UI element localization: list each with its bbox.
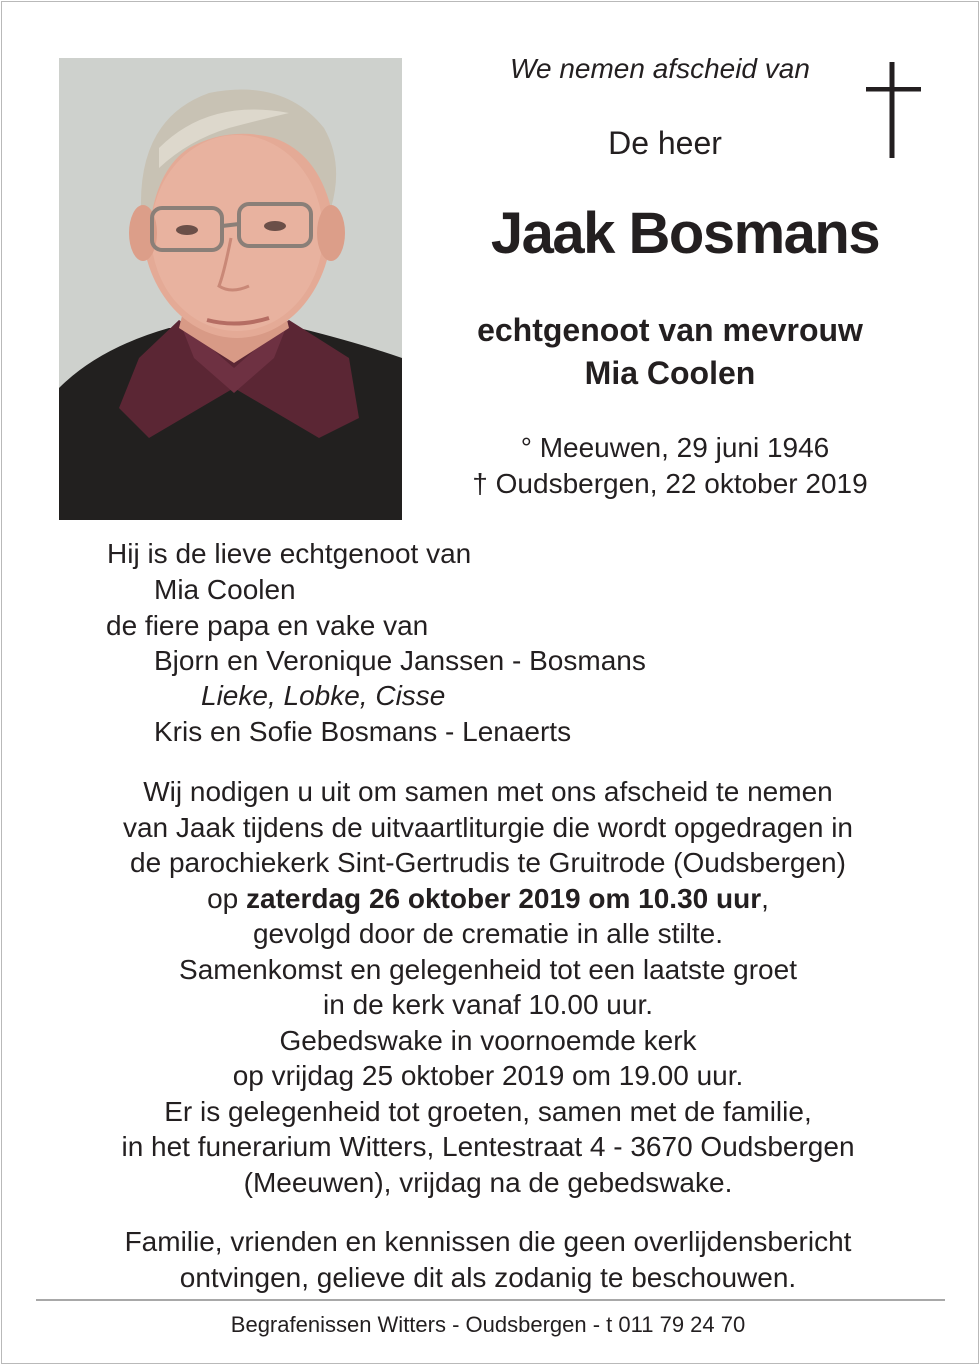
ceremony-line: van Jaak tijdens de uitvaartliturgie die wordt opgedragen in	[122, 811, 853, 843]
ceremony-line: in het funerarium Witters, Lentestraat 4 - 3670 Oudsbergen	[121, 1131, 855, 1162]
ceremony-line: Gebedswake in voornoemde kerk	[279, 1024, 697, 1056]
ceremony-date-line: op zaterdag 26 oktober 2019 om 10.30 uur,	[207, 882, 769, 914]
family-line-3: de fiere papa en vake van	[106, 610, 429, 641]
family-line-4: Bjorn en Veronique Janssen - Bosmans	[154, 645, 646, 676]
intro-text: We nemen afscheid van	[510, 53, 810, 84]
ceremony-line: op vrijdag 25 oktober 2019 om 19.00 uur.	[232, 1060, 744, 1091]
ceremony-line: de parochiekerk Sint-Gertrudis te Gruitrode (Oudsbergen)	[130, 847, 846, 878]
ceremony-text	[40, 774, 936, 1200]
cross-icon	[862, 62, 922, 160]
portrait-photo	[59, 58, 402, 520]
grandchildren: Lieke, Lobke, Cisse	[201, 680, 446, 711]
ceremony-line: in de kerk vanaf 10.00 uur.	[323, 989, 653, 1020]
birth-info: ° Meeuwen, 29 juni 1946	[520, 432, 830, 463]
ceremony-line: Wij nodigen u uit om samen met ons afscheid te nemen	[143, 776, 833, 807]
closing-line: ontvingen, gelieve dit als zodanig te beschouwen.	[179, 1261, 797, 1293]
ceremony-line: Samenkomst en gelegenheid tot een laatste groet	[179, 953, 797, 985]
spouse-name: Mia Coolen	[584, 355, 756, 391]
family-line-2: Mia Coolen	[154, 574, 296, 605]
ceremony-line: gevolgd door de crematie in alle stilte.	[252, 918, 724, 949]
ceremony-line: (Meeuwen), vrijdag na de gebedswake.	[243, 1166, 733, 1198]
deceased-name: Jaak Bosmans	[490, 201, 880, 266]
ceremony-date: zaterdag 26 oktober 2019 om 10.30 uur	[246, 882, 762, 914]
closing-line: Familie, vrienden en kennissen die geen overlijdensbericht	[124, 1226, 852, 1257]
footer-divider	[36, 1299, 945, 1301]
closing-text	[40, 1224, 936, 1295]
ceremony-line: Er is gelegenheid tot groeten, samen met de familie,	[164, 1095, 812, 1127]
spouse-label: echtgenoot van mevrouw	[477, 312, 863, 348]
funeral-home-footer: Begrafenissen Witters - Oudsbergen - t 011 79 24 70	[230, 1312, 746, 1337]
family-line-1: Hij is de lieve echtgenoot van	[107, 538, 472, 569]
honorific: De heer	[608, 125, 722, 161]
death-info: † Oudsbergen, 22 oktober 2019	[472, 468, 868, 499]
family-line-6: Kris en Sofie Bosmans - Lenaerts	[154, 716, 572, 747]
